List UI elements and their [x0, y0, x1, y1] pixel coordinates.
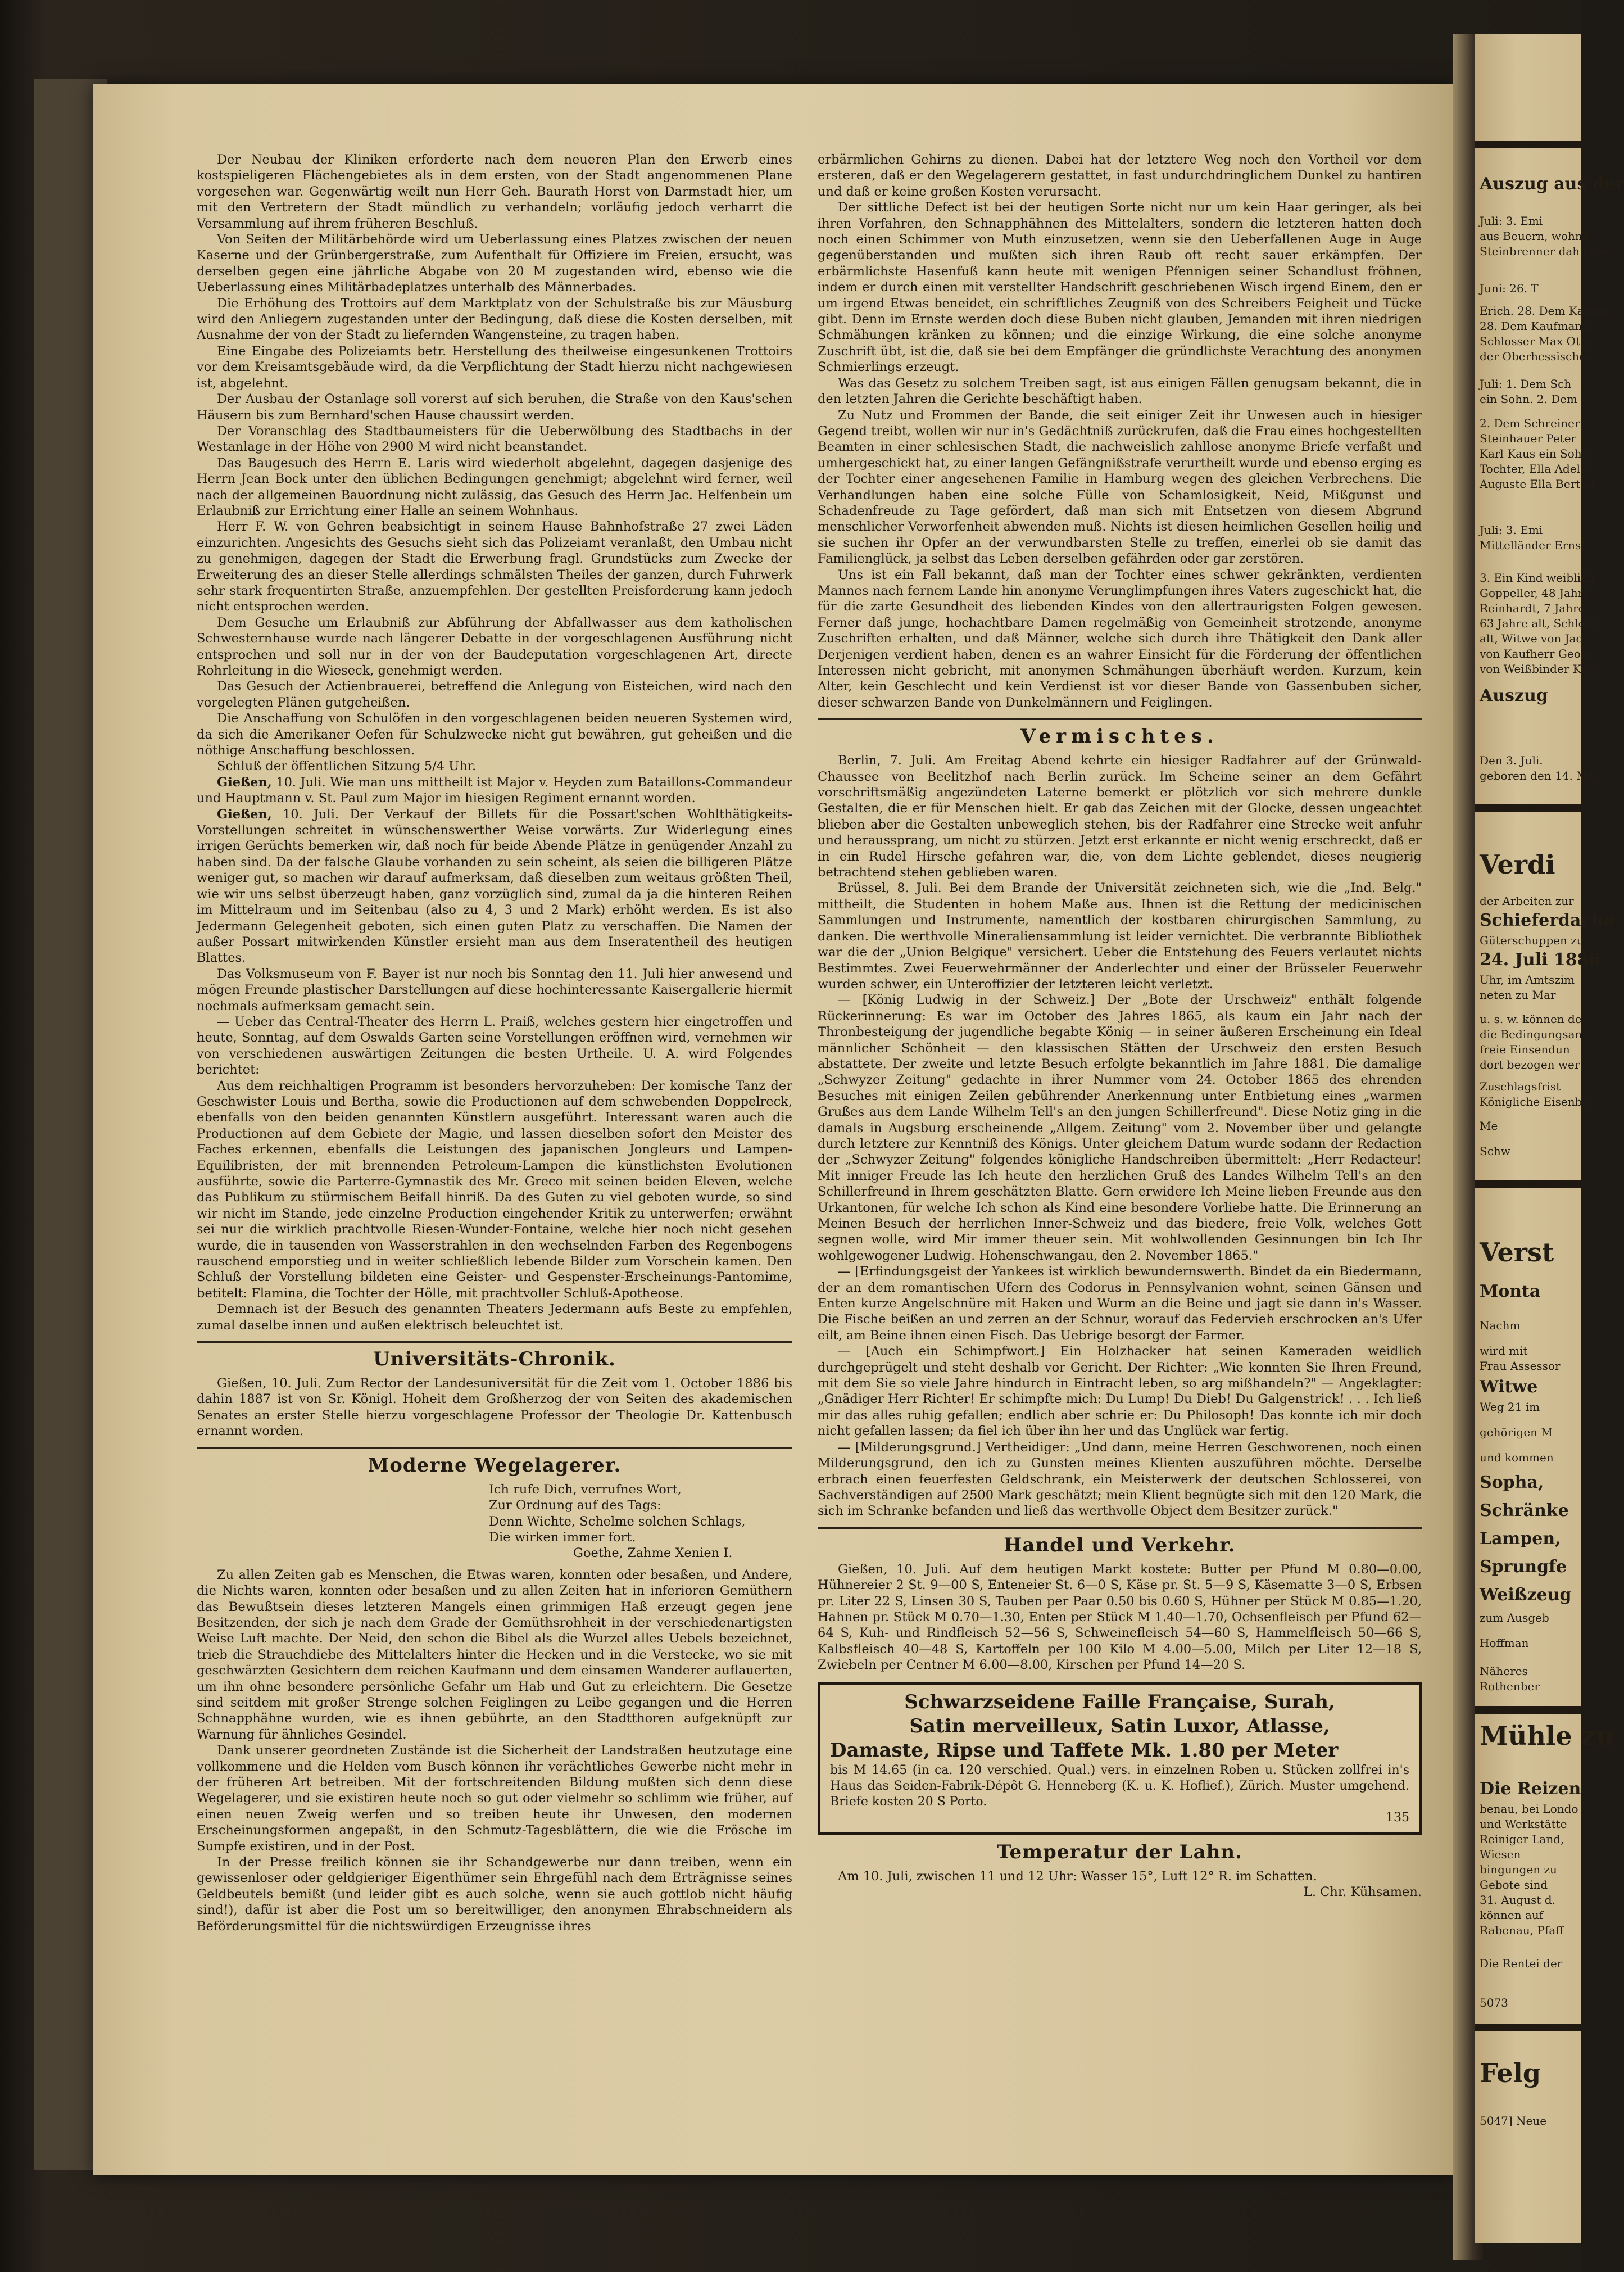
ad-body: bis M 14.65 (in ca. 120 verschied. Qual.) vers. in einzelnen Roben u. Stücken zollfrei in's Haus das Seiden-Fabrik-Dépôt G. Henneberg (K. u. K. Hoflief.), Zürich. Muster umgehend. Briefe kosten 20 S Porto.: [830, 1763, 1409, 1809]
paragraph: Der sittliche Defect ist bei der heutigen Sorte nicht nur um kein Haar geringer, als bei ihren Vorfahren, den Schnapphähnen des Mittelalters, sondern die letzteren hatten doch noch einen Schimmer von Muth einzusetzen, wenn sie den Ueberfallenen Auge in Auge gegenüberstanden und mußten sich ihren Raub oft recht sauer erkämpfen. Der erbärmlichste Hasenfuß kann heute mit wenigen Pfennigen seiner Schandlust fröhnen, indem er durch einen mit verstellter Handschrift geschriebenen Wisch irgend Einem, den er um irgend Etwas beneidet, ein schriftliches Zeugniß von des Schreibers Feigheit und Tücke gibt. Denn im Ernste werden doch diese Buben nicht glauben, Jemanden mit ihren niedrigen Schmähungen kränken zu können; und die einzige Wirkung, die eine solche anonyme Zuschrift übt, ist die, daß sie bei dem Empfänger die gründlichste Verachtung des anonymen Schmierlings erzeugt.: [818, 200, 1422, 375]
fragment-line: Den 3. Juli.: [1480, 754, 1543, 767]
temperature-report: Am 10. Juli, zwischen 11 und 12 Uhr: Wasser 15°, Luft 12° R. im Schatten.: [838, 1868, 1317, 1884]
fragment-heading: Auszug: [1480, 686, 1548, 705]
paragraph: In der Presse freilich können sie ihr Schandgewerbe nur dann treiben, wenn ein gewissenloser oder geldgieriger Eigenthümer sein Ehrgefühl nach dem Erträgnisse seines Geldbeutels bemißt (und leider gibt es auch solche, wenn sie auch gottlob nicht häufig sind!), dafür ist aber die Post um so bereitwilliger, den anonymen Ehrabschneidern als Beförderungsmittel für die nichtswürdigen Erzeugnisse ihres: [197, 1855, 792, 1934]
paragraph: Eine Eingabe des Polizeiamts betr. Herstellung des theilweise eingesunkenen Trottoirs vor dem Kreisamtsgebäude wird, da die Verpflichtung der Stadt hierzu nicht nachgewiesen ist, abgelehnt.: [197, 343, 792, 391]
fragment-line: Juli: 1. Dem Sch: [1480, 377, 1572, 391]
fragment-line: Die Rentei der: [1480, 1957, 1563, 1970]
fragment-line: Tochter, Ella Adele: [1480, 462, 1587, 476]
rule-band: [1475, 1180, 1581, 1188]
fragment-line: Juni: 26. T: [1480, 282, 1539, 295]
fragment-line: Königliche Eisenba: [1480, 1095, 1589, 1108]
paragraph: Die Anschaffung von Schulöfen in den vorgeschlagenen beiden neueren Systemen wird, da sich die Amerikaner Oefen für Schulzwecke nicht gut bewähren, gut geheißen und die nöthige Anschaffung beschlossen.: [197, 711, 792, 758]
fragment-line: Steinhauer Peter: [1480, 432, 1577, 445]
ad-headline: Satin merveilleux, Satin Luxor, Atlasse,: [909, 1714, 1330, 1737]
paragraph: — [König Ludwig in der Schweiz.] Der „Bote der Urschweiz" enthält folgende Rückerinnerung: Es war im October des Jahres 1865, als kaum ein Jahr nach der Thronbesteigung der jugendliche begabte König — in seiner äußeren Erscheinung ein Ideal männlicher Schönheit — den klassischen Stätten der Urschweiz den ersten Besuch abstattete. Der zweite und letzte Besuch erfolgte bekanntlich im Jahre 1881. Die damalige „Schwyzer Zeitung" gedachte in ihrer Nummer vom 24. October 1865 des ehrenden Besuches mit einigen Zeilen gebührender Anerkennung unter Entbietung eines „warmen Grußes aus dem Lande Wilhelm Tell's an den jungen Schillerfreund". Diese Notiz ging in die damals in Augsburg erscheinende „Allgem. Zeitung" vom 2. November über und gelangte durch letztere zur Kenntniß des Königs. Unter gleichem Datum wurde sodann der Redaction der „Schwyzer Zeitung" folgendes königliche Handschreiben übermittelt: „Herr Redacteur! Mit inniger Freude las Ich heute den herzlichen Gruß des Landes Wilhelm Tell's an den Schillerfreund in Ihrem geschätzten Blatte. Gern erwidere Ich Meine lieben Freunde aus den Urkantonen, für welche Ich schon als Kind eine besondere Vorliebe hatte. Die Erinnerung an Meinen Besuch der herrlichen Inner-Schweiz und das biedere, freie Volk, welches Gott segnen wolle, wird Mir immer theuer sein. Mit wohlwollenden Gesinnungen bin Ich Ihr wohlgewogener Ludwig. Hohenschwangau, den 2. November 1865.": [818, 993, 1422, 1263]
section-divider: [818, 718, 1422, 720]
fragment-line: bingungen zu: [1480, 1863, 1557, 1876]
fragment-line: Frau Assessor: [1480, 1359, 1561, 1373]
paragraph: Zu allen Zeiten gab es Menschen, die Etwas waren, konnten oder besaßen, und Andere, die Nichts waren, konnten oder besaßen und zu allen Zeiten hat in inferioren Gemüthern das Bewußtsein dieses letzteren Mangels einen grimmigen Haß erzeugt gegen jene Besitzenden, der sich je nach dem Grade der Gemüthsrohheit in der verschiedenartigsten Weise Luft machte. Der Neid, den schon die Bibel als die Wurzel alles Uebels bezeichnet, trieb die Strauchdiebe des Mittelalters hinter die Hecken und in die Verstecke, wo sie mit geschwärzten Gesichtern dem reichen Kaufmann und dem einsamen Wanderer auflauerten, um ihn ohne besondere persönliche Gefahr um Hab und Gut zu erleichtern. Die Gesetze sind seitdem mit großer Strenge solchen Feiglingen zu Leibe gegangen und die Herren Schnapphähne wurden, wie es ihnen gebührte, an den Stadtthoren aufgeknüpft zur Warnung für ähnliches Gesindel.: [197, 1567, 792, 1742]
fragment-line: Weg 21 im: [1480, 1400, 1540, 1414]
fragment-line: Nachm: [1480, 1319, 1521, 1332]
paragraph: Das Gesuch der Actienbrauerei, betreffend die Anlegung von Eisteichen, wird nach den vorgelegten Plänen gutgeheißen.: [197, 679, 792, 710]
poem-line: Zur Ordnung auf des Tags:: [489, 1498, 661, 1513]
fragment-line: alt, Witwe von Jac: [1480, 632, 1582, 645]
fragment-line: Schlosser Max Otto: [1480, 334, 1592, 348]
fragment-line: freie Einsendun: [1480, 1043, 1570, 1056]
poem-line: Denn Wichte, Schelme solchen Schlags,: [489, 1514, 746, 1529]
epigraph-poem: [197, 1482, 792, 1562]
fragment-line: 2. Dem Schreiner: [1480, 417, 1580, 430]
fragment-line: ein Sohn. 2. Dem: [1480, 392, 1577, 406]
paragraph: — [Erfindungsgeist der Yankees ist wirklich bewundernswerth. Bindet da ein Biedermann, der an dem romantischen Ufern des Codorus in Pennsylvanien wohnt, seinen Gänsen und Enten kurze Angelschnüre mit Haken und Wurm an die Beine und jagt sie dann in's Wasser. Die Fische beißen an und zerren an der Schnur, worauf das Federvieh erschrocken an's Ufer eilt, am Beine ihnen einen Fisch. Das Uebrige besorgt der Farmer.: [818, 1264, 1422, 1343]
fragment-line: u. s. w. können de: [1480, 1012, 1582, 1026]
paragraph: Gießen, 10. Juli. Zum Rector der Landesuniversität für die Zeit vom 1. October 1886 bis dahin 1887 ist von Sr. Königl. Hoheit dem Großherzog der von Seiten des akademischen Senates an erster Stelle hierzu vorgeschlagene Professor der Theologie Dr. Kattenbusch ernannt worden.: [197, 1376, 792, 1439]
paragraph: Aus dem reichhaltigen Programm ist besonders hervorzuheben: Der komische Tanz der Geschwister Louis und Bertha, sowie die Productionen auf dem schwebenden Doppelreck, ebenfalls von den beiden genannten Künstlern ausgeführt. Interessant waren auch die Productionen auf dem Gebiete der Magie, und lassen dieselben sofort den Meister des Faches erkennen, ebenfalls die Leistungen des japanischen Jongleurs und Lampen-Equilibristen, der mit brennenden Petroleum-Lampen die künstlichsten Evolutionen ausführte, sowie die Parterre-Gymnastik des Mr. Greco mit seinen beiden Eleven, welche das Publikum zu stürmischem Beifall hinriß. Da des Guten zu viel geboten wurde, so sind wir nicht im Stande, jede einzelne Production eingehender Kritik zu unterwerfen; erwähnt sei nur die wirklich prachtvolle Riesen-Wunder-Fontaine, welche hier noch nicht gesehen wurde, die in tausenden von Wasserstrahlen in den wechselnden Farben des Regenbogens rauschend emporstieg und in weiter schließlich lebende Bilder zum Vorschein kamen. Den Schluß der Vorstellung bildeten eine Geister- und Gespenster-Erscheinungs-Pantomime, betitelt: Flamina, die Tochter der Hölle, mit prachtvoller Schluß-Apotheose.: [197, 1078, 792, 1301]
fragment-heading: Verst: [1480, 1237, 1554, 1268]
paragraph: Das Baugesuch des Herrn E. Laris wird wiederholt abgelehnt, dagegen dasjenige des Herrn Jean Bock unter den üblichen Bedingungen genehmigt; abgelehnt wird ferner, weil nach der allgemeinen Bauordnung nicht zulässig, das Gesuch des Herrn Jac. Helfenbein um Erlaubniß zur Errichtung einer Halle an seinem Wohnhaus.: [197, 455, 792, 518]
fragment-line: 5073: [1480, 1996, 1508, 2010]
fragment-line: von Weißbinder Kari: [1480, 662, 1597, 676]
paragraph: Der Voranschlag des Stadtbaumeisters für die Ueberwölbung des Stadtbachs in der Westanlage in der Höhe von 2900 M wird nicht beanstandet.: [197, 423, 792, 455]
news-item-giessen-2: Gießen, 10. Juli. Der Verkauf der Billets für die Possart'schen Wohlthätigkeits-Vorstellungen schreitet in wünschenswerther Weise vorwärts. Zur Widerlegung eines irrigen Gerüchts bemerken wir, daß noch für beide Abende Plätze in genügender Anzahl zu haben sind. Da der falsche Glaube vorhanden zu sein scheint, als seien die billigeren Plätze weniger gut, so machen wir darauf aufmerksam, daß dieselben zum weitaus größten Theil, wie wir uns selbst überzeugt haben, ganz vorzüglich sind, zumal da ja die hinteren Reihen im Mittelraum und im Seitenbau (also zu 4, 3 und 2 Mark) erhöht werden. Es ist also Jedermann Gelegenheit geboten, sich einen guten Platz zu verschaffen. Die Namen der außer Possart mitwirkenden Künstler ersieht man aus dem Inseratentheil des heutigen Blattes.: [197, 807, 792, 966]
fragment-line: aus Beuern, wohnh: [1480, 229, 1590, 243]
fragment-line: die Bedingungsan: [1480, 1028, 1582, 1041]
paragraph: Dank unserer geordneten Zustände ist die Sicherheit der Landstraßen heutzutage eine vollkommene und die Helden vom Busch können ihr verächtliches Gewerbe nicht mehr in der früheren Art betreiben. Mit der fortschreitenden Bildung mußten sich denn diese Wegelagerer, und sie existiren heute noch so gut oder vielmehr so schlimm wie früher, auf einen neuen Zweig werfen und so treiben heute ihr Unwesen, den modernen Erscheinungsformen angepaßt, in den Schmutz-Tagesblättern, die wie die Frösche im Sumpfe existiren, und in der Post.: [197, 1743, 792, 1854]
fragment-line: wird mit: [1480, 1344, 1528, 1357]
paragraph: — [Auch ein Schimpfwort.] Ein Holzhacker hat seinen Kameraden weidlich durchgeprügelt und steht deshalb vor Gericht. Der Richter: „Wie konnten Sie Ihren Freund, mit dem Sie so viele Jahre hindurch in Eintracht leben, so arg mißhandeln?" — Angeklagter: „Gnädiger Herr Richter! Er schimpfte mich: Du Lump! Du Dieb! Du Galgenstrick! . . . Ich ließ mir das alles ruhig gefallen; endlich aber schrie er: Du Philosoph! Das konnte ich mir doch nicht gefallen lassen; da fiel ich über ihn her und das Unglück war fertig.: [818, 1344, 1422, 1439]
fragment-line: von Kaufherr Georg: [1480, 647, 1594, 660]
next-page-fragment: [1475, 34, 1624, 2243]
fragment-line: Steinbrenner dahier w: [1480, 245, 1609, 258]
fragment-heading: Weißzeug: [1480, 1585, 1572, 1605]
paragraph: Uns ist ein Fall bekannt, daß man der Tochter eines schwer gekränkten, verdienten Mannes nach fernem Lande hin anonyme Verunglimpfungen ihres Vaters zugeschickt hat, die für die zarte Gesundheit des liebenden Kindes von den allertraurigsten Folgen gewesen. Ferner daß junge, hochachtbare Damen regelmäßig von Gemeinheit strotzende, anonyme Zuschriften erhalten, und daß Männer, welche sich durch ihre Thätigkeit den Dank aller Derjenigen verdient haben, denen es an wahrer Einsicht für die Förderung der öffentlichen Interessen nicht gebricht, mit anonymen Schmähungen überhäuft werden. Kurzum, kein Alter, kein Geschlecht und kein Verdienst ist vor dieser Bande von Gassenbuben sicher, dieser schwarzen Bande von Dunkelmännern und Feiglingen.: [818, 567, 1422, 710]
section-title-moderne-wegelagerer: Moderne Wegelagerer.: [368, 1454, 622, 1477]
fragment-line: Reiniger Land,: [1480, 1832, 1564, 1846]
fragment-heading: Sopha,: [1480, 1473, 1544, 1492]
fragment-heading: Schieferdache: [1480, 911, 1614, 930]
right-column: [818, 152, 1422, 1900]
paragraph: Die Erhöhung des Trottoirs auf dem Marktplatz von der Schulstraße bis zur Mäusburg wird den Anliegern zugestanden unter der Bedingung, daß diese die Kosten derselben, mit Ausnahme der von der Stadt zu liefernden Wangensteine, zu tragen haben.: [197, 296, 792, 343]
fragment-line: Rabenau, Pfaff: [1480, 1923, 1564, 1937]
paragraph: Der Neubau der Kliniken erforderte nach dem neueren Plan den Erwerb eines kostspieligeren Flächengebietes als in dem ersten, von der Stadt angenommenen Plane vorgesehen war. Gegenwärtig weilt nun Herr Geh. Baurath Horst von Darmstadt hier, um mit den Vertretern der Stadt mündlich zu verhandeln; vorläufig jedoch verharrt die Versammlung auf ihrem früheren Beschluß.: [197, 152, 792, 231]
fragment-line: Wiesen: [1480, 1848, 1521, 1861]
fragment-line: Rothenber: [1480, 1680, 1540, 1693]
section-title-vermischtes: Vermischtes.: [1020, 725, 1219, 748]
paragraph: Berlin, 7. Juli. Am Freitag Abend kehrte ein hiesiger Radfahrer auf der Grünwald-Chaussee von Beelitzhof nach Berlin zurück. Im Scheine seiner an dem Gefährt vorschriftsmäßig angezündeten Laterne bemerkt er plötzlich vor sich mehrere dunkle Gestalten, die er für Menschen hielt. Er gab das Zeichen mit der Glocke, dessen ungeachtet blieben aber die Gestalten unbeweglich stehen, bis der Radfahrer eine Strecke weit anfuhr und heraussprang, um nicht zu stürzen. Jetzt erst erkannte er nicht wenig erschreckt, daß er in ein Rudel Hirsche gefahren war, die, von dem Lichte geblendet, dieses neugierig betrachtend stehen geblieben waren.: [818, 753, 1422, 880]
fragment-line: dort bezogen wer: [1480, 1058, 1580, 1071]
fragment-line: Auguste Ella Bertha: [1480, 477, 1595, 491]
dateline: Gießen,: [217, 775, 272, 790]
fragment-line: 5047] Neue: [1480, 2114, 1547, 2128]
fragment-line: Me: [1480, 1119, 1498, 1133]
section-title-universitaets-chronik: Universitäts-Chronik.: [373, 1348, 616, 1371]
fragment-line: Reinhardt, 7 Jahre: [1480, 601, 1585, 615]
fragment-heading: Mühle zu: [1480, 1721, 1615, 1751]
fragment-line: der Oberhessischen: [1480, 350, 1593, 363]
section-divider: [197, 1447, 792, 1449]
fragment-heading: Monta: [1480, 1282, 1541, 1301]
fragment-line: Uhr, im Amtszim: [1480, 973, 1575, 986]
paragraph: Brüssel, 8. Juli. Bei dem Brande der Universität zeichneten sich, wie die „Ind. Belg." mittheilt, die Studenten in hohem Maße aus. Ihnen ist die Rettung der medicinischen Sammlungen und Instrumente, namentlich der kostbaren chirurgischen Sammlung, zu danken. Die werthvolle Mineraliensammlung ist leider vernichtet. Die verbrannte Bibliothek war die der „Union Belgique" versichert. Ueber die Entstehung des Feuers verlautet nichts Bestimmtes. Zwei Feuerwehrmänner der Anderlechter und einer der Brüsseler Feuerwehr wurden schwer, ein Unteroffizier der letzteren leicht verletzt.: [818, 881, 1422, 992]
poem-line: Die wirken immer fort.: [489, 1529, 636, 1545]
ad-number: 135: [1386, 1810, 1409, 1825]
fragment-line: und Werkstätte: [1480, 1817, 1567, 1831]
fragment-line: Mittelländer Ernst: [1480, 538, 1586, 552]
section-title-handel-und-verkehr: Handel und Verkehr.: [1004, 1533, 1236, 1556]
paragraph: Was das Gesetz zu solchem Treiben sagt, ist aus einigen Fällen genugsam bekannt, die in den letzten Jahren die Gerichte beschäftigt haben.: [818, 375, 1422, 407]
market-prices: Gießen, 10. Juli. Auf dem heutigen Markt kostete: Butter per Pfund M 0.80—0.00, Hühnereier 2 St. 9—00 S, Enteneier St. 6—0 S, Käse pr. St. 5—9 S, Käsematte 3—0 S, Erbsen pr. Liter 22 S, Linsen 30 S, Tauben per Paar 0.50 bis 0.60 S, Hühner per Stück M 0.85—1.20, Hahnen pr. Stück M 0.70—1.30, Enten per Stück M 1.40—1.70, Ochsenfleisch per Pfund 62—64 S, Kuh- und Rindfleisch 52—56 S, Schweinefleisch 54—60 S, Hammelfleisch 50—66 S, Kalbsfleisch 40—48 S, Kartoffeln per 100 Kilo M 4.00—5.00, Milch per Liter 12—18 S, Zwiebeln per Centner M 6.00—8.00, Kirschen per Pfund 14—20 S.: [818, 1562, 1422, 1673]
paragraph: — [Milderungsgrund.] Vertheidiger: „Und dann, meine Herren Geschworenen, noch einen Milderungsgrund, den ich zu Gunsten meines Klienten auszuführen möchte. Derselbe erbrach einen feuerfesten Geldschrank, ein Meisterwerk der deutschen Schlosserei, von Sachverständigen auf 2500 Mark geschätzt; mein Klient begnügte sich mit den 120 Mark, die sich im Schranke befanden und ließ das werthvolle Object dem Besitzer zurück.": [818, 1440, 1422, 1519]
section-divider: [197, 1341, 792, 1343]
fragment-line: benau, bei Londo: [1480, 1802, 1578, 1816]
fragment-heading: Verdi: [1480, 849, 1555, 880]
fragment-line: Güterschuppen zu: [1480, 934, 1584, 947]
paragraph: erbärmlichen Gehirns zu dienen. Dabei hat der letztere Weg noch den Vortheil vor dem ersteren, daß er den Wegelagerern gestattet, in fast undurchdringlichem Dunkel zu hantiren und daß er keine großen Kosten verursacht.: [818, 152, 1422, 199]
fragment-line: können auf: [1480, 1908, 1544, 1922]
fragment-line: 31. August d.: [1480, 1893, 1555, 1907]
fragment-line: gehörigen M: [1480, 1425, 1553, 1439]
ad-headline: Damaste, Ripse und Taffete Mk. 1.80 per Meter: [830, 1739, 1339, 1762]
fragment-line: Goppeller, 48 Jahre: [1480, 586, 1590, 600]
poem-source: Goethe, Zahme Xenien I.: [573, 1546, 733, 1561]
paragraph: Zu Nutz und Frommen der Bande, die seit einiger Zeit ihr Unwesen auch in hiesiger Gegend treibt, wollen wir nur in's Gedächtniß zurückrufen, daß die Frau eines hochgestellten Beamten in einer schlesischen Stadt, die nachweislich zahllose anonyme Briefe verfaßt und umhergeschickt hat, zu einer langen Gefängnißstrafe verurtheilt wurde und ebenso erging es der Tochter einer angesehenen Familie in Hamburg wegen des gleichen Verbrechens. Die Verhandlungen haben eine solche Fülle von Schamlosigkeit, Neid, Mißgunst und Schadenfreude zu Tage gefördert, daß man sich mit Entsetzen von diesem Abgrund menschlicher Verworfenheit abwenden muß. Nichts ist diesen heimlichen Gesellen heilig und sie suchen ihr Opfer an der verwundbarsten Stelle zu treffen, einerlei ob sie damit das Familienglück, ja selbst das Leben derselben gefährden oder gar zerstören.: [818, 408, 1422, 567]
dateline: Gießen,: [217, 807, 272, 822]
fragment-line: Juli: 3. Emi: [1480, 214, 1543, 228]
paragraph: Dem Gesuche um Erlaubniß zur Abführung der Abfallwasser aus dem katholischen Schwesternhause wurde nach längerer Debatte in der vorgeschlagenen Ausführung nicht entsprochen und soll nur in der von der Baudeputation vorgeschlagenen Art, directe Rohrleitung in die Wieseck, genehmigt werden.: [197, 615, 792, 678]
fragment-line: zum Ausgeb: [1480, 1611, 1549, 1624]
rule-band: [1475, 141, 1581, 148]
paragraph: Schluß der öffentlichen Sitzung 5/4 Uhr.: [217, 759, 477, 774]
silk-advertisement: [818, 1682, 1422, 1835]
fragment-line: 3. Ein Kind weiblich: [1480, 571, 1595, 585]
fragment-heading: Sprungfe: [1480, 1557, 1567, 1577]
fragment-heading: Auszug aus der: [1480, 174, 1624, 194]
fragment-heading: Lampen,: [1480, 1529, 1561, 1549]
ad-headline: Schwarzseidene Faille Française, Surah,: [904, 1690, 1335, 1713]
fragment-line: Gebote sind: [1480, 1878, 1548, 1891]
fragment-line: neten zu Mar: [1480, 988, 1556, 1002]
fragment-line: Zuschlagsfrist: [1480, 1080, 1561, 1093]
paragraph: Demnach ist der Besuch des genannten Theaters Jedermann aufs Beste zu empfehlen, zumal daselbe innen und außen elektrisch beleuchtet ist.: [197, 1302, 792, 1333]
fragment-heading: 24. Juli 1886: [1480, 950, 1601, 970]
fragment-line: geboren den 14. Ma: [1480, 769, 1595, 782]
fragment-line: 63 Jahre alt, Schloss: [1480, 617, 1597, 630]
paragraph: Herr F. W. von Gehren beabsichtigt in seinem Hause Bahnhofstraße 27 zwei Läden einzurichten. Angesichts des Gesuchs sieht sich das Polizeiamt veranlaßt, den Umbau nicht zu genehmigen, dagegen der Stadt die Erwerbung fragl. Grundstücks zum Zwecke der Erweiterung des an dieser Stelle allerdings schmälsten Theiles der ganzen, durch Fuhrwerk sehr stark frequentirten Straße, anzuempfehlen. Der gestellten Preisforderung kann jedoch nicht entsprochen werden.: [197, 519, 792, 614]
fragment-line: der Arbeiten zur: [1480, 894, 1574, 908]
section-divider: [818, 1527, 1422, 1529]
fragment-heading: Schränke: [1480, 1501, 1569, 1520]
paragraph: — Ueber das Central-Theater des Herrn L. Praiß, welches gestern hier eingetroffen und heute, Sonntag, auf dem Oswalds Garten seine Vorstellungen eröffnen wird, vernehmen wir von verschiedenen auswärtigen Zeitungen die besten Urtheile. U. A. wird Folgendes berichtet:: [197, 1014, 792, 1078]
fragment-line: Näheres: [1480, 1664, 1528, 1678]
fragment-line: Erich. 28. Dem Kaufm: [1480, 304, 1606, 318]
poem-line: Ich rufe Dich, verrufnes Wort,: [489, 1482, 682, 1497]
section-title-temperatur-der-lahn: Temperatur der Lahn.: [997, 1840, 1242, 1863]
fragment-heading: Witwe: [1480, 1377, 1538, 1397]
left-column: [197, 152, 792, 1934]
news-item-giessen-1: Gießen, 10. Juli. Wie man uns mittheilt ist Major v. Heyden zum Bataillons-Commandeur und Hauptmann v. St. Paul zum Major im hiesigen Regiment ernannt worden.: [197, 775, 792, 806]
paragraph: Der Ausbau der Ostanlage soll vorerst auf sich beruhen, die Straße von den Kaus'schen Häusern bis zum Bernhard'schen Hause chaussirt werden.: [197, 392, 792, 423]
rule-band: [1475, 1706, 1581, 1714]
fragment-line: Karl Kaus ein Sohn: [1480, 447, 1589, 460]
paragraph: Von Seiten der Militärbehörde wird um Ueberlassung eines Platzes zwischen der neuen Kaserne und der Grünbergerstraße, zum Aufenthalt für Offiziere im Freien, ersucht, was derselben gegen eine jährliche Abgabe von 20 M zugestanden wird, ebenso wie die Ueberlassung eines Militärbadeplatzes unterhalb des Männerbades.: [197, 232, 792, 295]
rule-band: [1475, 804, 1581, 812]
fragment-heading: Die Reizen: [1480, 1779, 1581, 1799]
fragment-line: und kommen: [1480, 1451, 1554, 1464]
fragment-line: Hoffman: [1480, 1636, 1529, 1650]
paragraph: Das Volksmuseum von F. Bayer ist nur noch bis Sonntag den 11. Juli hier anwesend und mögen Freunde plastischer Darstellungen auf diese hochinteressante Kaisergallerie hiermit nochmals aufmerksam gemacht sein.: [197, 966, 792, 1013]
fragment-line: Schw: [1480, 1144, 1510, 1158]
fragment-line: Juli: 3. Emi: [1480, 523, 1543, 537]
rule-band: [1475, 2024, 1581, 2031]
signature: L. Chr. Kühsamen.: [1303, 1884, 1422, 1899]
fragment-heading: Felg: [1480, 2058, 1541, 2088]
fragment-line: 28. Dem Kaufmann: [1480, 319, 1590, 333]
